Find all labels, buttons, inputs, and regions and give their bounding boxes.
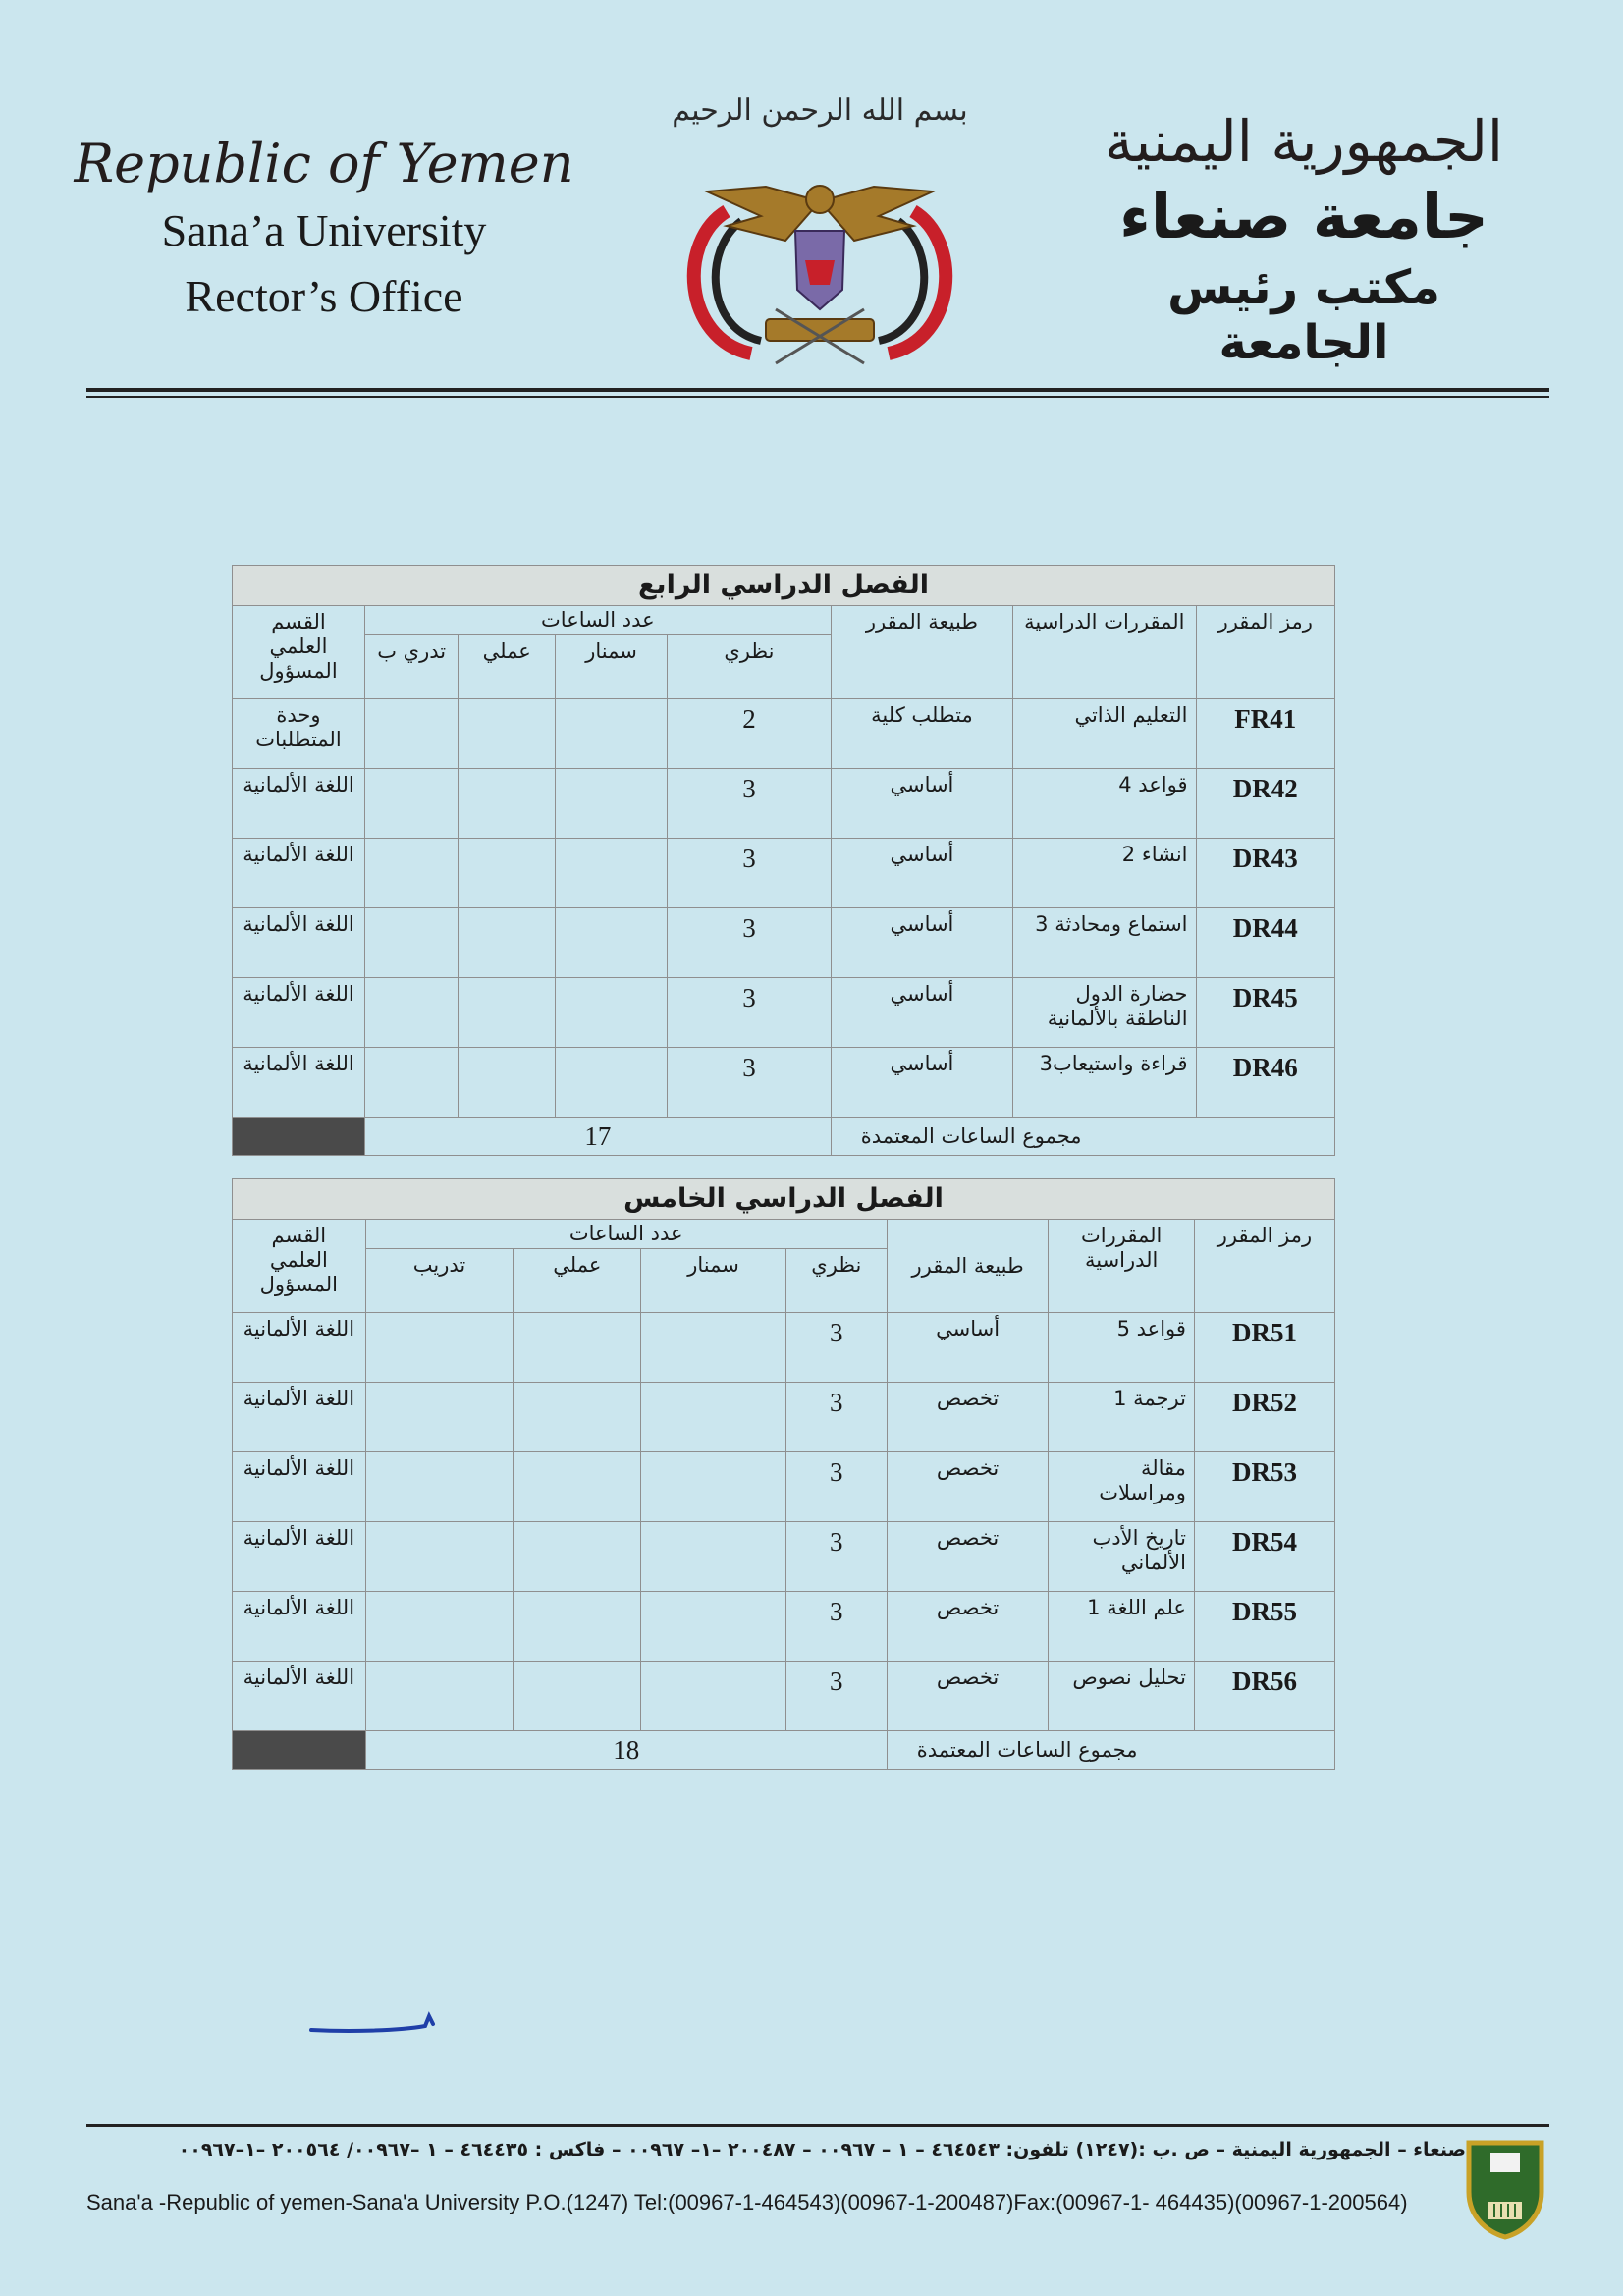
total-hours: 18 — [365, 1731, 887, 1770]
col-header-training: تدريب — [365, 1249, 514, 1313]
footer-address-ar: صنعاء – الجمهورية اليمنية – ص .ب :(١٢٤٧) تلفون: ٤٦٤٥٤٣ – ١ – ٠٠٩٦٧ – ٢٠٠٤٨٧ –١– ٠٠٩٦٧ – فاكس : ٤٦٤٤٣٥ – ١ –٠٠٩٦٧/ ٢٠٠٥٦٤ –١–٠٠٩٦٧ — [178, 2139, 1466, 2160]
office-name-ar: مكتب رئيس الجامعة — [1167, 260, 1440, 370]
seminar-hours — [556, 839, 668, 908]
table-row — [233, 839, 1335, 908]
training-hours — [364, 769, 458, 839]
responsible-dept: اللغة الألمانية — [233, 1383, 366, 1452]
table-row — [233, 1313, 1335, 1383]
total-dark-cell — [233, 1731, 366, 1770]
total-row — [233, 1731, 1335, 1770]
header-divider-thin — [86, 396, 1549, 398]
course-nature: تخصص — [887, 1662, 1049, 1731]
course-name: حضارة الدول الناطقة بالألمانية — [1013, 978, 1196, 1048]
course-nature: أساسي — [831, 839, 1012, 908]
col-header-courses: المقررات الدراسية — [1049, 1220, 1194, 1313]
responsible-dept: اللغة الألمانية — [233, 1313, 366, 1383]
office-name-en: Rector’s Office — [185, 271, 463, 321]
course-nature: تخصص — [887, 1592, 1049, 1662]
course-nature: تخصص — [887, 1383, 1049, 1452]
practical-hours — [459, 839, 556, 908]
course-name: قواعد 4 — [1013, 769, 1196, 839]
table-row — [233, 1662, 1335, 1731]
seminar-hours — [641, 1592, 785, 1662]
course-nature: أساسي — [887, 1313, 1049, 1383]
col-header-hours: عدد الساعات — [364, 606, 831, 635]
course-code: DR46 — [1196, 1048, 1334, 1118]
table-row — [233, 978, 1335, 1048]
theory-hours: 3 — [668, 769, 832, 839]
total-dark-cell — [233, 1118, 365, 1156]
col-header-nature: طبيعة المقرر — [887, 1220, 1049, 1313]
table-row — [233, 699, 1335, 769]
course-nature: تخصص — [887, 1452, 1049, 1522]
practical-hours — [459, 1048, 556, 1118]
course-code: DR45 — [1196, 978, 1334, 1048]
training-hours — [365, 1592, 514, 1662]
course-nature: أساسي — [831, 769, 1012, 839]
seminar-hours — [556, 699, 668, 769]
course-nature: متطلب كلية — [831, 699, 1012, 769]
course-name: انشاء 2 — [1013, 839, 1196, 908]
course-code: DR44 — [1196, 908, 1334, 978]
responsible-dept: اللغة الألمانية — [233, 839, 365, 908]
footer-address-en: Sana'a -Republic of yemen-Sana'a University P.O.(1247) Tel:(00967-1-464543)(00967-1-200487)Fax:(00967-1- 464435)(00967-1-200564) — [86, 2190, 1408, 2214]
responsible-dept: اللغة الألمانية — [233, 1452, 366, 1522]
course-code: DR42 — [1196, 769, 1334, 839]
course-name: استماع ومحادثة 3 — [1013, 908, 1196, 978]
theory-hours: 3 — [668, 1048, 832, 1118]
table-row — [233, 1452, 1335, 1522]
yemen-eagle-emblem-icon — [668, 172, 972, 368]
theory-hours: 3 — [785, 1522, 887, 1592]
seminar-hours — [556, 1048, 668, 1118]
table-row — [233, 1522, 1335, 1592]
training-hours — [364, 978, 458, 1048]
course-nature: أساسي — [831, 908, 1012, 978]
seminar-hours — [556, 769, 668, 839]
theory-hours: 3 — [668, 908, 832, 978]
course-name: ترجمة 1 — [1049, 1383, 1194, 1452]
responsible-dept: اللغة الألمانية — [233, 978, 365, 1048]
responsible-dept: اللغة الألمانية — [233, 1592, 366, 1662]
university-shield-logo-icon — [1461, 2133, 1549, 2241]
table-row — [233, 1592, 1335, 1662]
col-header-practical: عملي — [514, 1249, 641, 1313]
course-name: قراءة واستيعاب3 — [1013, 1048, 1196, 1118]
theory-hours: 3 — [785, 1313, 887, 1383]
course-name: علم اللغة 1 — [1049, 1592, 1194, 1662]
course-code: FR41 — [1196, 699, 1334, 769]
responsible-dept: اللغة الألمانية — [233, 1522, 366, 1592]
col-header-training: تدري ب — [364, 635, 458, 699]
republic-title-ar: الجمهورية اليمنية — [1104, 108, 1504, 175]
col-header-courses: المقررات الدراسية — [1013, 606, 1196, 699]
course-name: التعليم الذاتي — [1013, 699, 1196, 769]
total-hours: 17 — [364, 1118, 831, 1156]
col-header-seminar: سمنار — [556, 635, 668, 699]
header-arabic — [1093, 108, 1515, 370]
col-header-nature: طبيعة المقرر — [831, 606, 1012, 699]
seminar-hours — [556, 978, 668, 1048]
course-name: قواعد 5 — [1049, 1313, 1194, 1383]
training-hours — [364, 839, 458, 908]
total-label: مجموع الساعات المعتمدة — [831, 1118, 1334, 1156]
course-nature: أساسي — [831, 978, 1012, 1048]
theory-hours: 2 — [668, 699, 832, 769]
training-hours — [364, 908, 458, 978]
theory-hours: 3 — [668, 978, 832, 1048]
training-hours — [364, 699, 458, 769]
col-header-theory: نظري — [785, 1249, 887, 1313]
practical-hours — [459, 978, 556, 1048]
responsible-dept: وحدة المتطلبات — [233, 699, 365, 769]
course-name: تحليل نصوص — [1049, 1662, 1194, 1731]
training-hours — [365, 1662, 514, 1731]
course-name: مقالة ومراسلات — [1049, 1452, 1194, 1522]
table-row — [233, 1048, 1335, 1118]
seminar-hours — [641, 1662, 785, 1731]
practical-hours — [459, 699, 556, 769]
practical-hours — [514, 1452, 641, 1522]
practical-hours — [514, 1522, 641, 1592]
responsible-dept: اللغة الألمانية — [233, 908, 365, 978]
semester-4-table — [232, 565, 1335, 1156]
seminar-hours — [556, 908, 668, 978]
training-hours — [365, 1452, 514, 1522]
course-code: DR56 — [1194, 1662, 1334, 1731]
table-row — [233, 1383, 1335, 1452]
seminar-hours — [641, 1383, 785, 1452]
practical-hours — [514, 1383, 641, 1452]
semester-5-title: الفصل الدراسي الخامس — [233, 1179, 1335, 1220]
training-hours — [364, 1048, 458, 1118]
seminar-hours — [641, 1313, 785, 1383]
practical-hours — [514, 1592, 641, 1662]
col-header-code: رمز المقرر — [1194, 1220, 1334, 1313]
training-hours — [365, 1383, 514, 1452]
course-nature: تخصص — [887, 1522, 1049, 1592]
theory-hours: 3 — [668, 839, 832, 908]
total-row — [233, 1118, 1335, 1156]
total-label: مجموع الساعات المعتمدة — [887, 1731, 1334, 1770]
col-header-hours: عدد الساعات — [365, 1220, 887, 1249]
col-header-dept: القسم العلمي المسؤول — [233, 606, 365, 699]
responsible-dept: اللغة الألمانية — [233, 769, 365, 839]
course-code: DR52 — [1194, 1383, 1334, 1452]
theory-hours: 3 — [785, 1592, 887, 1662]
footer-divider — [86, 2124, 1549, 2127]
course-code: DR55 — [1194, 1592, 1334, 1662]
theory-hours: 3 — [785, 1452, 887, 1522]
basmala: بسم الله الرحمن الرحيم — [672, 93, 968, 128]
practical-hours — [459, 908, 556, 978]
practical-hours — [514, 1662, 641, 1731]
republic-title-en: Republic of Yemen — [74, 133, 574, 194]
theory-hours: 3 — [785, 1383, 887, 1452]
course-code: DR51 — [1194, 1313, 1334, 1383]
signature-stroke-icon — [309, 2008, 437, 2038]
col-header-practical: عملي — [459, 635, 556, 699]
semester-5-table — [232, 1178, 1335, 1770]
col-header-theory: نظري — [668, 635, 832, 699]
header-english — [59, 133, 589, 322]
training-hours — [365, 1313, 514, 1383]
training-hours — [365, 1522, 514, 1592]
col-header-seminar: سمنار — [641, 1249, 785, 1313]
course-code: DR54 — [1194, 1522, 1334, 1592]
course-code: DR43 — [1196, 839, 1334, 908]
university-name-ar: جامعة صنعاء — [1119, 181, 1488, 252]
practical-hours — [459, 769, 556, 839]
col-header-dept: القسم العلمي المسؤول — [233, 1220, 366, 1313]
practical-hours — [514, 1313, 641, 1383]
seminar-hours — [641, 1452, 785, 1522]
course-name: تاريخ الأدب الألماني — [1049, 1522, 1194, 1592]
semester-4-title: الفصل الدراسي الرابع — [233, 566, 1335, 606]
responsible-dept: اللغة الألمانية — [233, 1662, 366, 1731]
course-nature: أساسي — [831, 1048, 1012, 1118]
table-row — [233, 769, 1335, 839]
header-divider-thick — [86, 388, 1549, 392]
seminar-hours — [641, 1522, 785, 1592]
col-header-code: رمز المقرر — [1196, 606, 1334, 699]
theory-hours: 3 — [785, 1662, 887, 1731]
responsible-dept: اللغة الألمانية — [233, 1048, 365, 1118]
table-row — [233, 908, 1335, 978]
university-name-en: Sana’a University — [161, 205, 487, 255]
course-code: DR53 — [1194, 1452, 1334, 1522]
